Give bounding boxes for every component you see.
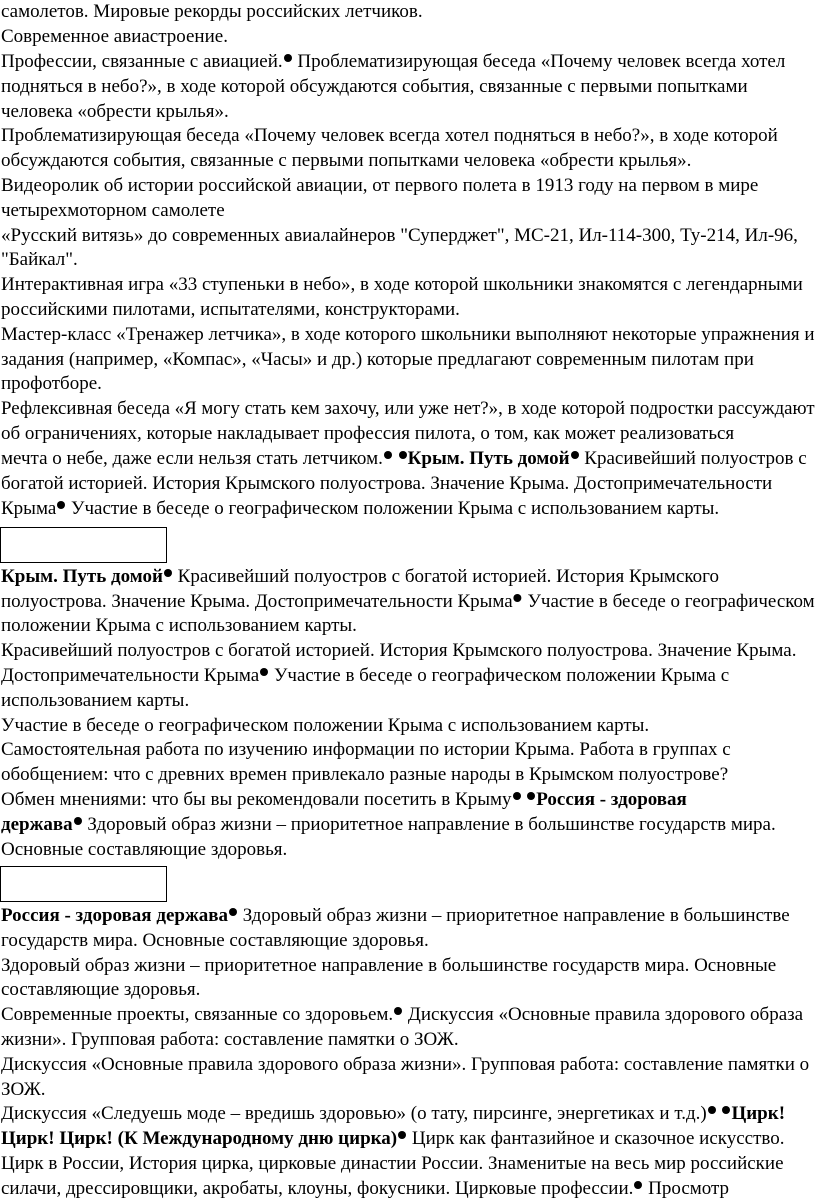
text-line: Цирк! Цирк! (К Международному дню цирка) Цирк как фантазийное и сказочное искусство. bbox=[1, 1128, 785, 1149]
text-line: Профессии, связанные с авиацией. Проблематизирующая беседа «Почему человек всегда хотел bbox=[1, 51, 786, 72]
text-line: Здоровый образ жизни – приоритетное направление в большинстве государств мира. Основные bbox=[1, 955, 777, 976]
section-heading: Россия - здоровая держава bbox=[1, 905, 228, 926]
text-line: Крым. Путь домой Красивейший полуостров с богатой историей. История Крымского bbox=[1, 566, 719, 587]
text-line: силачи, дрессировщики, акробаты, клоуны, фокусники. Цирковые профессии. Просмотр bbox=[1, 1178, 730, 1199]
text-line: обобщением: что с древних времен привлекало разные народы в Крымском полуострове? bbox=[1, 764, 729, 785]
text-line: Рефлексивная беседа «Я могу стать кем захочу, или уже нет?», в ходе которой подростки рассуждают bbox=[1, 398, 815, 419]
bullet-icon bbox=[74, 817, 82, 825]
bullet-icon bbox=[394, 1007, 402, 1015]
text-line: богатой историей. История Крымского полуострова. Значение Крыма. Достопримечательности bbox=[1, 473, 773, 494]
text-line: Интерактивная игра «33 ступеньки в небо», в ходе которой школьники знакомятся с легендарными bbox=[1, 274, 803, 295]
bullet-icon bbox=[229, 908, 237, 916]
text-line: Достопримечательности Крыма Участие в беседе о географическом положении Крыма с bbox=[1, 665, 730, 686]
text-line: держава Здоровый образ жизни – приоритетное направление в большинстве государств мира. bbox=[1, 814, 776, 835]
text-line: человека «обрести крылья». bbox=[1, 101, 229, 122]
bullet-icon bbox=[722, 1106, 730, 1114]
bullet-icon bbox=[708, 1106, 716, 1114]
text-line: задания (например, «Компас», «Часы» и др.) которые предлагают современным пилотам при bbox=[1, 349, 754, 370]
text-line: Видеоролик об истории российской авиации, от первого полета в 1913 году на первом в мире bbox=[1, 175, 759, 196]
bullet-icon bbox=[634, 1181, 642, 1189]
bullet-icon bbox=[57, 501, 65, 509]
text-line: ЗОЖ. bbox=[1, 1079, 46, 1100]
bullet-icon bbox=[399, 451, 407, 459]
bullet-icon bbox=[514, 594, 522, 602]
text-line: использованием карты. bbox=[1, 690, 190, 711]
section-heading: Цирк! Цирк! (К Международному дню цирка) bbox=[1, 1128, 398, 1149]
bullet-icon bbox=[513, 792, 521, 800]
text-line: жизни». Групповая работа: составление памятки о ЗОЖ. bbox=[1, 1029, 459, 1050]
text-line: Дискуссия «Следуешь моде – вредишь здоровью» (о тату, пирсинге, энергетиках и т.д.) Цирк! bbox=[1, 1103, 786, 1124]
section-heading: Крым. Путь домой bbox=[1, 566, 163, 587]
text-line: положении Крыма с использованием карты. bbox=[1, 615, 357, 636]
text-line: Самостоятельная работа по изучению информации по истории Крыма. Работа в группах с bbox=[1, 739, 731, 760]
text-line: Основные составляющие здоровья. bbox=[1, 839, 288, 860]
text-line: четырехмоторном самолете bbox=[1, 200, 225, 221]
text-line: составляющие здоровья. bbox=[1, 979, 201, 1000]
text-line: Мастер-класс «Тренажер летчика», в ходе которого школьники выполняют некоторые упражнения и bbox=[1, 324, 815, 345]
bullet-icon bbox=[284, 54, 292, 62]
section-heading: Россия - здоровая bbox=[536, 789, 687, 810]
bullet-icon bbox=[164, 569, 172, 577]
section-heading: Крым. Путь домой bbox=[407, 448, 570, 469]
text-line: полуострова. Значение Крыма. Достопримечательности Крыма Участие в беседе о географическом bbox=[1, 591, 815, 612]
bullet-icon bbox=[384, 451, 392, 459]
bullet-icon bbox=[571, 451, 579, 459]
text-line: Красивейший полуостров с богатой историей. История Крымского полуострова. Значение Крыма. bbox=[1, 640, 797, 661]
text-line: Цирк в России, История цирка, цирковые династии России. Знаменитые на весь мир российские bbox=[1, 1153, 784, 1174]
text-line: самолетов. Мировые рекорды российских летчиков. bbox=[1, 1, 423, 22]
text-line: Дискуссия «Основные правила здорового образа жизни». Групповая работа: составление памятки о bbox=[1, 1054, 810, 1075]
text-line: российскими пилотами, испытателями, конструкторами. bbox=[1, 299, 460, 320]
bullet-icon bbox=[260, 668, 268, 676]
text-line: обсуждаются события, связанные с первыми попытками человека «обрести крылья». bbox=[1, 150, 692, 171]
text-line: «Русский витязь» до современных авиалайнеров "Суперджет", МС-21, Ил-114-300, Ту-214, Ил-96, bbox=[1, 225, 798, 246]
text-line: об ограничениях, которые накладывает профессия пилота, о том, как может реализоваться bbox=[1, 423, 735, 444]
text-line: подняться в небо?», в ходе которой обсуждаются события, связанные с первыми попытками bbox=[1, 76, 748, 97]
text-line: Крыма Участие в беседе о географическом положении Крыма с использованием карты. bbox=[1, 498, 720, 519]
bullet-icon bbox=[527, 792, 535, 800]
section-heading: Цирк! bbox=[731, 1103, 786, 1124]
empty-table-cell bbox=[0, 866, 167, 902]
text-line: государств мира. Основные составляющие здоровья. bbox=[1, 930, 429, 951]
empty-table-cell bbox=[0, 527, 167, 563]
text-line: "Байкал". bbox=[1, 249, 78, 270]
text-line: Участие в беседе о географическом положении Крыма с использованием карты. bbox=[1, 715, 650, 736]
bullet-icon bbox=[398, 1131, 406, 1139]
text-line: Проблематизирующая беседа «Почему человек всегда хотел подняться в небо?», в ходе которой bbox=[1, 125, 778, 146]
text-line: Современное авиастроение. bbox=[1, 26, 228, 47]
text-line: Россия - здоровая держава Здоровый образ жизни – приоритетное направление в большинстве bbox=[1, 905, 790, 926]
text-line: Обмен мнениями: что бы вы рекомендовали посетить в Крыму Россия - здоровая bbox=[1, 789, 687, 810]
text-line: профотборе. bbox=[1, 373, 102, 394]
text-line: Современные проекты, связанные со здоровьем. Дискуссия «Основные правила здорового образа bbox=[1, 1004, 804, 1025]
text-line: мечта о небе, даже если нельзя стать летчиком. Крым. Путь домой Красивейший полуостров с bbox=[1, 448, 807, 469]
